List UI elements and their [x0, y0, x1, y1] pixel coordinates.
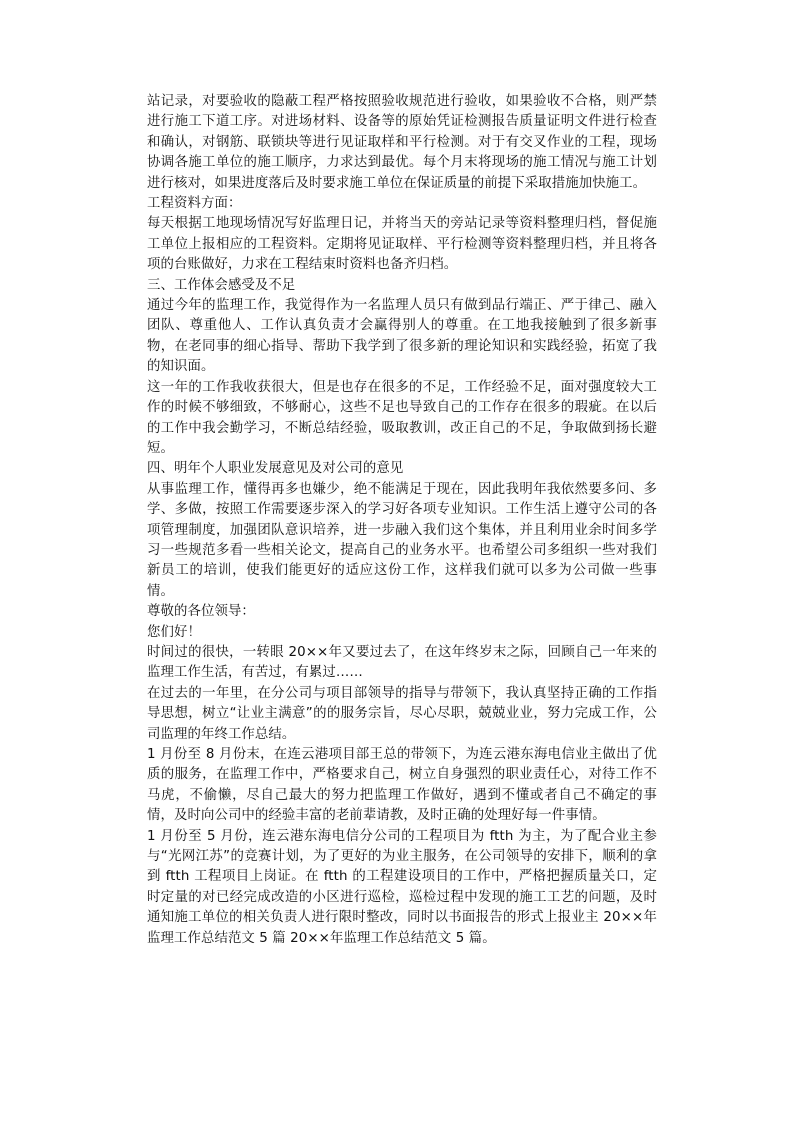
paragraph-work-experience: 通过今年的监理工作，我觉得作为一名监理人员只有做到品行端正、严于律己、融入团队、尊重他人、工作认真负责才会赢得别人的尊重。在工地我接触到了很多新事物，在老同事的细心指导、帮助下我学到了很多新的理论知识和实践经验，拓宽了我的知识面。 — [147, 298, 657, 375]
section-heading-3: 三、工作体会感受及不足 — [147, 277, 296, 293]
paragraph-jan-aug: 1 月份至 8 月份末，在连云港项目部王总的带领下，为连云港东海电信业主做出了优质的服务，在监理工作中，严格要求自己，树立自身强烈的职业责任心，对待工作不马虎，不偷懒，尽自己最大的努力把监理工作做好，遇到不懂或者自己不确定的事情，及时向公司中的经验丰富的老前辈请教，及时正确的处理好每一件事情。 — [147, 747, 657, 824]
paragraph-next-year-plan: 从事监理工作，懂得再多也嫌少，绝不能满足于现在，因此我明年我依然要多问、多学、多做，按照工作需要逐步深入的学习好各项专业知识。工作生活上遵守公司的各项管理制度，加强团队意识培养，进一步融入我们这个集体，并且利用业余时间多学习一些规范多看一些相关论文，提高自己的业务水平。也希望公司多组织一些对我们新员工的培训，使我们能更好的适应这份工作，这样我们就可以多为公司做一些事情。 — [147, 481, 657, 599]
section-heading-4: 四、明年个人职业发展意见及对公司的意见 — [147, 461, 404, 477]
paragraph-past-year: 在过去的一年里，在分公司与项目部领导的指导与带领下，我认真坚持正确的工作指导思想，树立“让业主满意”的的服务宗旨，尽心尽职，兢兢业业，努力完成工作，公司监理的年终工作总结。 — [147, 685, 657, 742]
greeting: 您们好！ — [147, 624, 201, 640]
paragraph-acceptance-control: 站记录，对要验收的隐蔽工程严格按照验收规范进行验收，如果验收不合格，则严禁进行施工下道工序。对进场材料、设备等的原始凭证检测报告质量证明文件进行检查和确认，对钢筋、联锁块等进行见证取样和平行检测。对于有交叉作业的工程，现场协调各施工单位的施工顺序，力求达到最优。每个月末将现场的施工情况与施工计划进行核对，如果进度落后及时要求施工单位在保证质量的前提下采取措施加快施工。 — [147, 94, 657, 191]
heading-engineering-documents: 工程资料方面： — [147, 196, 242, 212]
paragraph-shortcomings: 这一年的工作我收获很大，但是也存在很多的不足，工作经验不足，面对强度较大工作的时候不够细致，不够耐心，这些不足也导致自己的工作存在很多的瑕疵。在以后的工作中我会勤学习，不断总结经验，吸取教训，改正自己的不足，争取做到扬长避短。 — [147, 379, 657, 456]
paragraph-year-review: 时间过的很快，一转眼 20××年又要过去了，在这年终岁末之际，回顾自己一年来的监理工作生活，有苦过，有累过…… — [147, 644, 657, 681]
paragraph-jan-may-ftth: 1 月份至 5 月份，连云港东海电信分公司的工程项目为 ftth 为主，为了配合业主参与“光网江苏”的竞赛计划，为了更好的为业主服务，在公司领导的安排下，顺利的拿到 ftth 工程项目上岗证。在 ftth 的工程建设项目的工作中，严格把握质量关口，定时定量的对已经完成改造的小区进行巡检，巡检过程中发现的施工工艺的问题，及时通知施工单位的相关负责人进行限时整改，同时以书面报告的形式上报业主 20××年监理工作总结范文 5 篇 20××年监理工作总结范文 5 篇。 — [147, 828, 657, 946]
paragraph-daily-log: 每天根据工地现场情况写好监理日记，并将当天的旁站记录等资料整理归档，督促施工单位上报相应的工程资料。定期将见证取样、平行检测等资料整理归档，并且将各项的台账做好，力求在工程结束时资料也备齐归档。 — [147, 216, 657, 273]
salutation: 尊敬的各位领导： — [147, 604, 255, 620]
document-page — [147, 92, 657, 949]
